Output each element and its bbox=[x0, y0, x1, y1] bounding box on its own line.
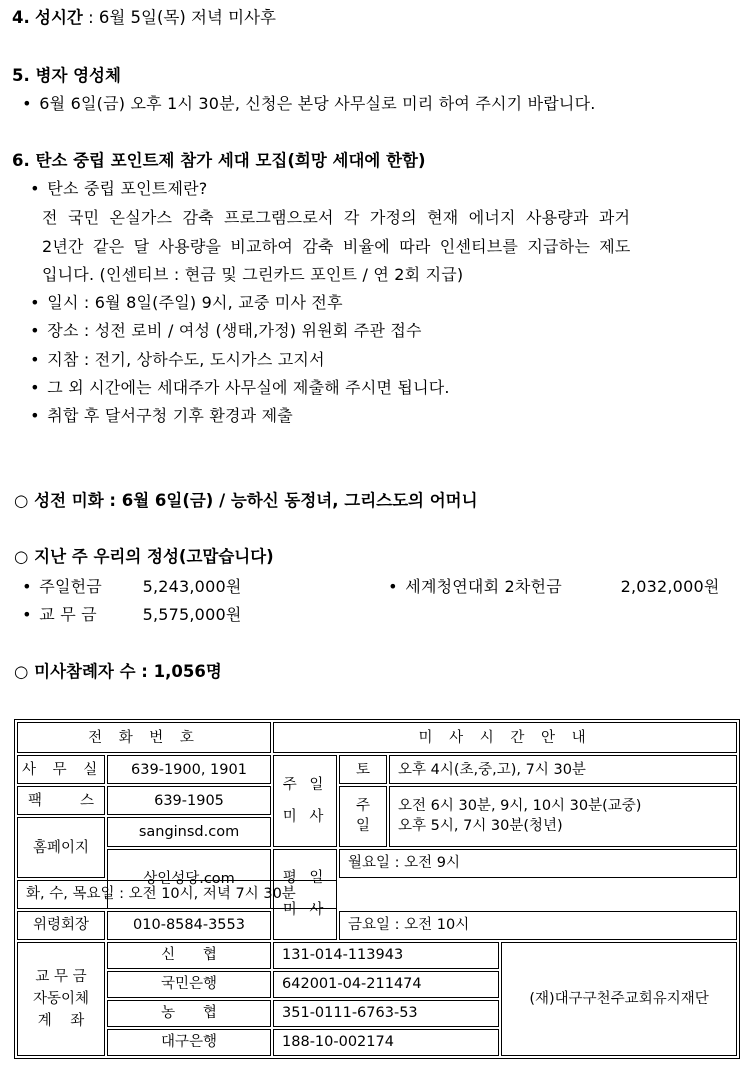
definition-line-1: 전 국민 온실가스 감축 프로그램으로서 각 가정의 현재 에너지 사용량과 과거 bbox=[42, 208, 631, 227]
section-4-detail: : 6월 5일(목) 저녁 미사후 bbox=[82, 8, 276, 27]
bank-name: 농 협 bbox=[107, 1000, 271, 1027]
bullet-icon: • bbox=[30, 350, 40, 369]
bullet-icon: • bbox=[30, 179, 40, 198]
offering-heading-text: 지난 주 우리의 정성(고맙습니다) bbox=[34, 547, 274, 566]
bullet-icon: • bbox=[30, 293, 40, 312]
saturday-times: 오후 4시(초,중,고), 7시 30분 bbox=[389, 755, 737, 784]
section-6-definition-bullet bbox=[28, 179, 207, 199]
saturday-label: 토 bbox=[339, 755, 387, 784]
fax-number: 639-1905 bbox=[107, 786, 271, 815]
offering-row-sunday bbox=[20, 577, 241, 597]
autotransfer-label-1: 교 무 금 bbox=[35, 968, 87, 985]
bullet-icon: • bbox=[388, 577, 398, 596]
section-6-number: 6. bbox=[12, 151, 30, 170]
sunday-label-2: 일 bbox=[356, 818, 371, 835]
offering-heading bbox=[14, 547, 274, 567]
fax-label bbox=[17, 786, 105, 815]
sunday-times bbox=[389, 786, 737, 846]
bullet-icon: • bbox=[30, 406, 40, 425]
section-5-bullet-text: 6월 6일(금) 오후 1시 30분, 신청은 본당 사무실로 미리 하여 주시기 바랍니다. bbox=[39, 94, 596, 113]
definition-line-2: 2년간 같은 달 사용량을 비교하여 감축 비율에 따라 인센티브를 지급하는 제도 bbox=[42, 237, 631, 256]
offering-amount: 2,032,000원 bbox=[620, 577, 720, 596]
section-6-bullet-4 bbox=[28, 378, 450, 398]
flower-notice-text: 성전 미화 : 6월 6일(금) / 능하신 동정녀, 그리스도의 어머니 bbox=[34, 491, 478, 510]
offering-row-parish-dues bbox=[20, 605, 241, 625]
section-5-heading bbox=[12, 66, 121, 86]
section-4-title: 성시간 bbox=[35, 8, 83, 27]
circle-icon: ○ bbox=[14, 491, 29, 510]
offering-label: 교 무 금 bbox=[39, 605, 97, 624]
definition-line-3: 입니다. (인센티브 : 현금 및 그린카드 포인트 / 연 2회 지급) bbox=[42, 265, 464, 284]
weekday-friday: 금요일 : 오전 10시 bbox=[339, 911, 737, 940]
homepage-url-1[interactable]: sanginsd.com bbox=[107, 817, 271, 846]
section-6-heading bbox=[12, 151, 426, 171]
homepage-label: 홈페이지 bbox=[17, 817, 105, 877]
offering-amount: 5,243,000원 bbox=[142, 577, 242, 596]
attendance-text: 미사참례자 수 : 1,056명 bbox=[34, 662, 222, 681]
bullet-icon: • bbox=[30, 321, 40, 340]
phone-header: 전 화 번 호 bbox=[17, 722, 271, 753]
bullet-icon: • bbox=[22, 577, 32, 596]
sunday-times-morning: 오전 6시 30분, 9시, 10시 30분(교중) bbox=[398, 798, 642, 815]
section-6-title: 탄소 중립 포인트제 참가 세대 모집(희망 세대에 한함) bbox=[35, 151, 426, 170]
attendance-notice bbox=[14, 662, 222, 682]
bullet-text-location: 장소 : 성전 로비 / 여성 (생태,가정) 위원회 주관 접수 bbox=[47, 321, 422, 340]
bullet-icon: • bbox=[22, 605, 32, 624]
offering-label: 주일헌금 bbox=[39, 577, 102, 596]
weekday-mass-label-2: 미 사 bbox=[282, 902, 328, 919]
offering-label: 세계청연대회 2차헌금 bbox=[405, 577, 562, 596]
section-5-number: 5. bbox=[12, 66, 30, 85]
account-number: 642001-04-211474 bbox=[273, 971, 499, 998]
office-phone: 639-1900, 1901 bbox=[107, 755, 271, 784]
section-6-bullet-3 bbox=[28, 350, 325, 370]
account-holder: (재)대구구천주교회유지재단 bbox=[501, 942, 737, 1056]
sunday-mass-label-1: 주 일 bbox=[282, 776, 328, 793]
account-number: 351-0111-6763-53 bbox=[273, 1000, 499, 1027]
offering-row-youth-day bbox=[386, 577, 719, 597]
definition-question: 탄소 중립 포인트제란? bbox=[47, 179, 208, 198]
bullet-icon: • bbox=[22, 94, 32, 113]
section-6-bullet-1 bbox=[28, 293, 343, 313]
circle-icon: ○ bbox=[14, 547, 29, 566]
section-5-bullet bbox=[20, 94, 596, 114]
bank-name: 국민은행 bbox=[107, 971, 271, 998]
info-table bbox=[14, 719, 740, 1059]
bullet-icon: • bbox=[30, 378, 40, 397]
account-number: 131-014-113943 bbox=[273, 942, 499, 969]
autotransfer-label bbox=[17, 942, 105, 1056]
office-label: 사 무 실 bbox=[17, 755, 105, 784]
bank-name: 대구은행 bbox=[107, 1029, 271, 1056]
mass-header: 미 사 시 간 안 내 bbox=[273, 722, 737, 753]
fax-label-2: 스 bbox=[79, 792, 94, 809]
autotransfer-label-3: 계 좌 bbox=[37, 1012, 85, 1029]
sunday-label bbox=[339, 786, 387, 846]
section-4-number: 4. bbox=[12, 8, 30, 27]
homepage-url-2[interactable]: 상인성당.com bbox=[107, 849, 271, 909]
offering-amount: 5,575,000원 bbox=[142, 605, 242, 624]
flower-notice bbox=[14, 491, 478, 511]
bullet-text-submit: 취합 후 달서구청 기후 환경과 제출 bbox=[47, 406, 293, 425]
chair-phone: 010-8584-3553 bbox=[107, 911, 271, 940]
autotransfer-label-2: 자동이체 bbox=[32, 990, 90, 1007]
section-5-title: 병자 영성체 bbox=[35, 66, 121, 85]
sunday-mass-label bbox=[273, 755, 337, 846]
sunday-mass-label-2: 미 사 bbox=[282, 808, 328, 825]
bank-name: 신 협 bbox=[107, 942, 271, 969]
section-4 bbox=[12, 8, 276, 28]
fax-label-1: 팩 bbox=[28, 792, 43, 809]
section-6-bullet-2 bbox=[28, 321, 422, 341]
chair-label: 위령회장 bbox=[17, 911, 105, 940]
bullet-text-datetime: 일시 : 6월 8일(주일) 9시, 교중 미사 전후 bbox=[47, 293, 343, 312]
weekday-monday: 월요일 : 오전 9시 bbox=[339, 849, 737, 878]
weekday-mass-label-1: 평 일 bbox=[282, 870, 328, 887]
section-6-bullet-5 bbox=[28, 406, 293, 426]
sunday-times-evening: 오후 5시, 7시 30분(청년) bbox=[398, 818, 563, 835]
account-number: 188-10-002174 bbox=[273, 1029, 499, 1056]
circle-icon: ○ bbox=[14, 662, 29, 681]
weekday-tue-wed-thu: 화, 수, 목요일 : 오전 10시, 저녁 7시 30분 bbox=[17, 880, 337, 909]
sunday-label-1: 주 bbox=[356, 798, 371, 815]
bullet-text-bring: 지참 : 전기, 상하수도, 도시가스 고지서 bbox=[47, 350, 325, 369]
bullet-text-other-times: 그 외 시간에는 세대주가 사무실에 제출해 주시면 됩니다. bbox=[47, 378, 450, 397]
